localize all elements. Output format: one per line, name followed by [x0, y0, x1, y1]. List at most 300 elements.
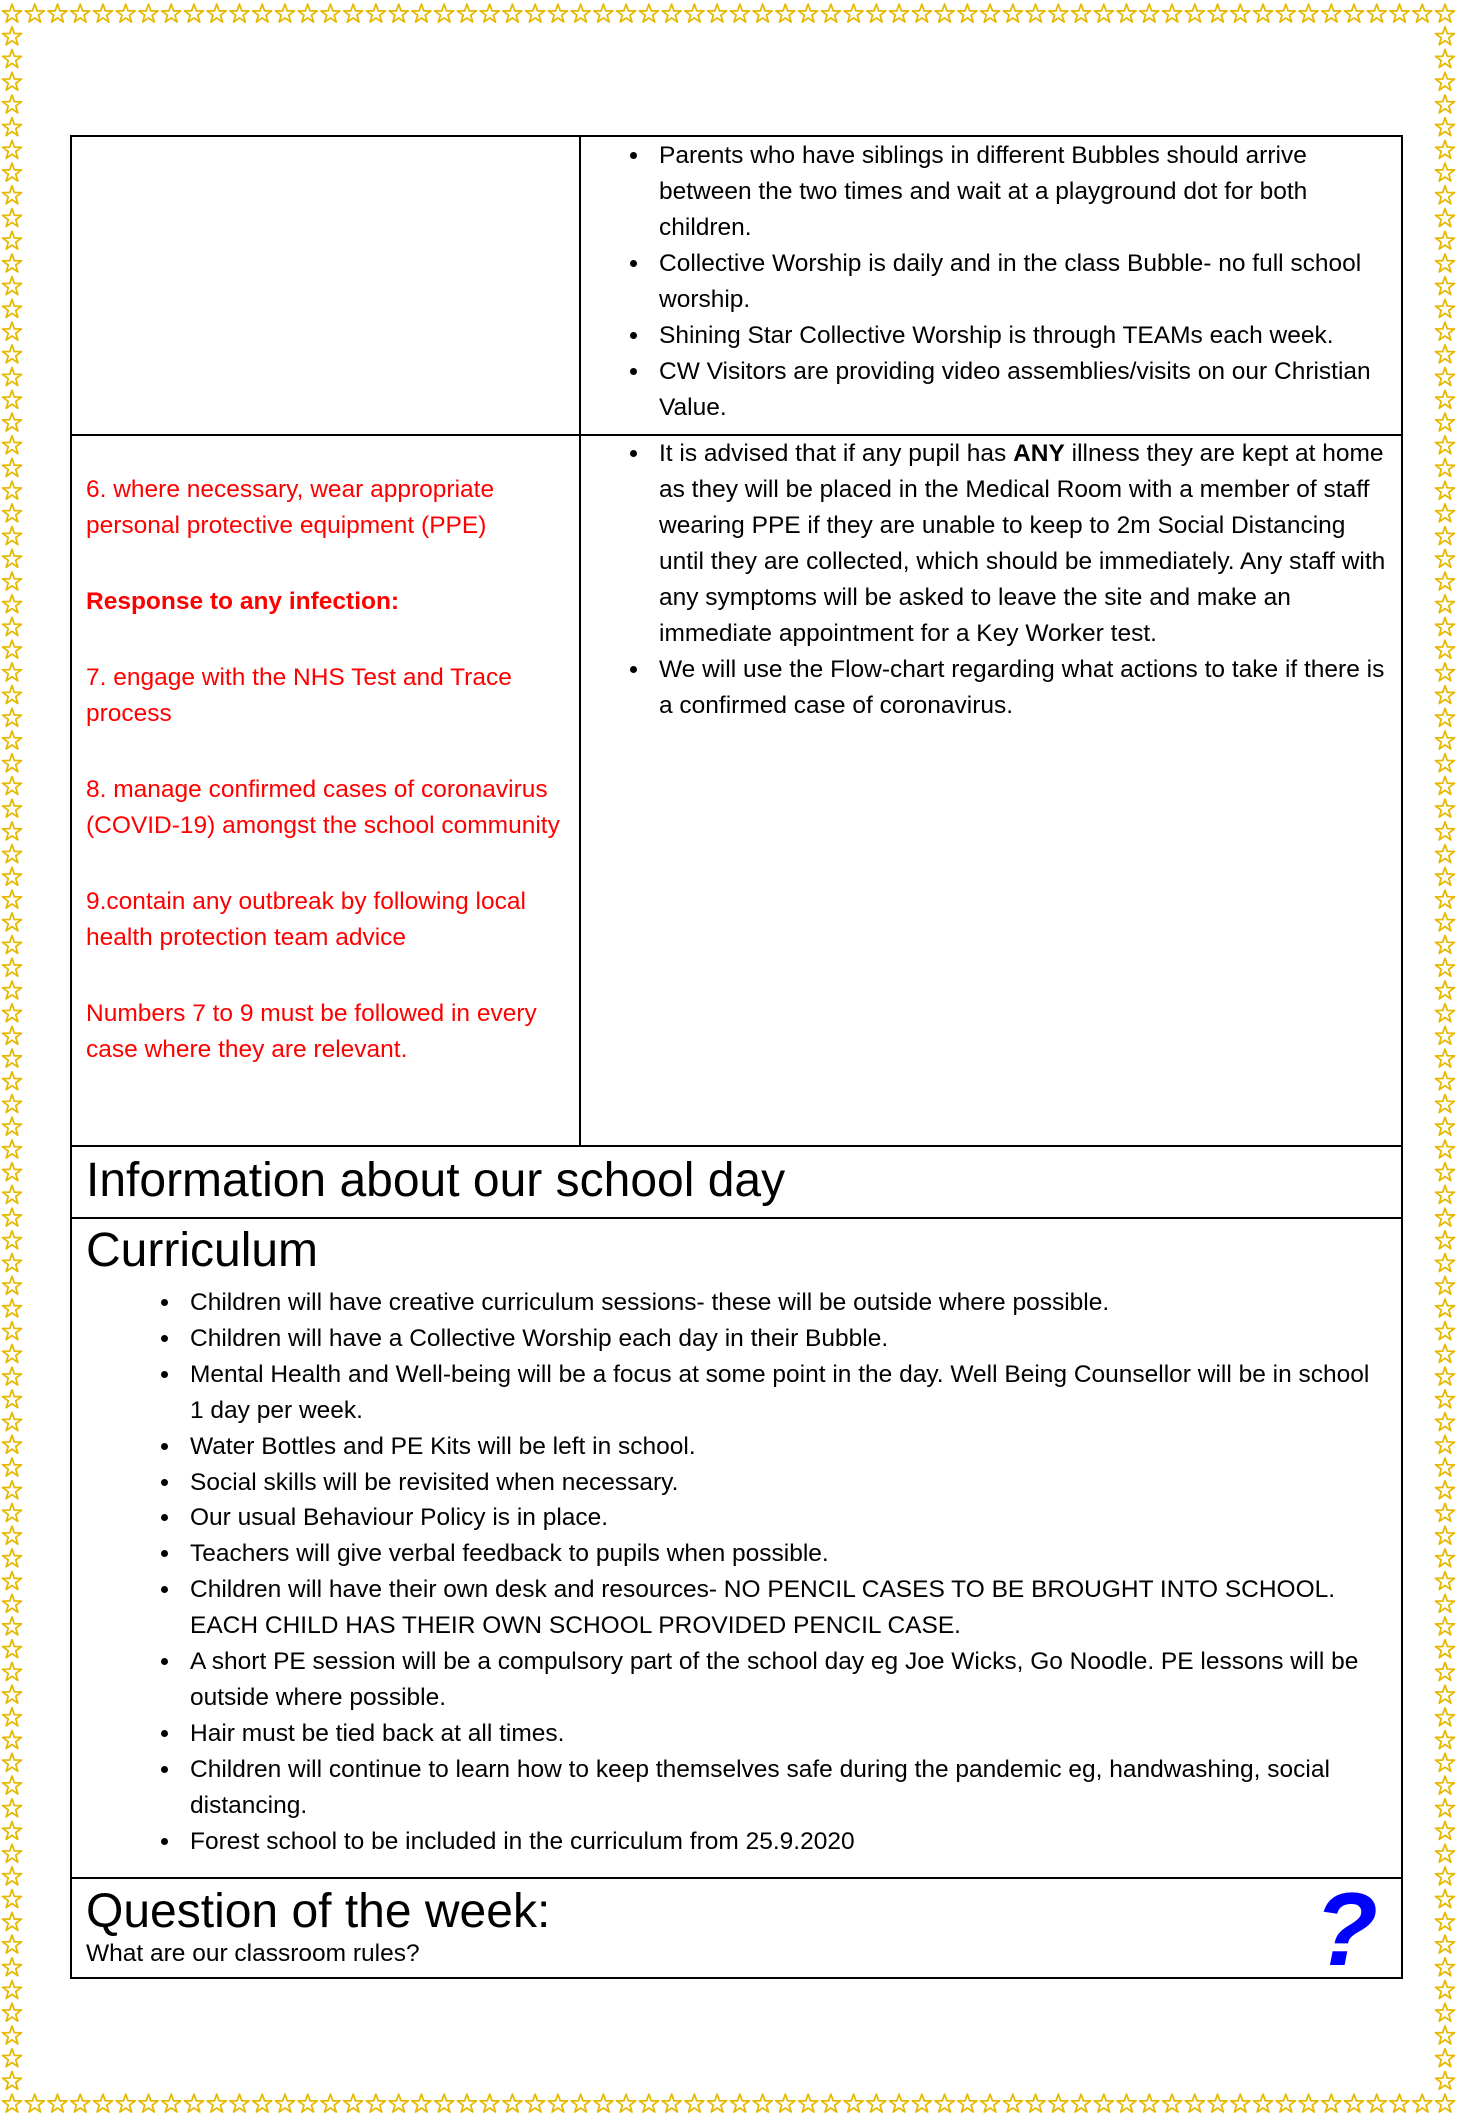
border-star-icon [298, 4, 317, 22]
ppe-requirements [72, 436, 579, 1068]
border-star-icon [685, 2094, 704, 2112]
border-star-icon [3, 1731, 22, 1749]
border-star-icon [1072, 4, 1091, 22]
border-star-icon [1345, 4, 1364, 22]
border-star-icon [3, 1890, 22, 1908]
border-star-icon [571, 4, 590, 22]
list-item: • We will use the Flow-chart regarding what actions to take if there is a confirmed case of coronavirus. [651, 652, 1389, 724]
list-item: • Collective Worship is daily and in the class Bubble- no full school worship. [651, 246, 1389, 318]
info-heading: Information about our school day [86, 1154, 786, 1207]
border-star-icon [3, 299, 22, 317]
siblings-row [71, 136, 1402, 435]
info-table [70, 135, 1403, 1979]
border-star-icon [3, 1594, 22, 1612]
border-star-icon [1436, 1912, 1455, 1930]
info-heading-row [71, 1146, 1402, 1218]
question-mark-glyph: ? [1314, 1885, 1378, 1973]
border-star-icon [3, 1572, 22, 1590]
curriculum-item: • A short PE session will be a compulsory part of the school day eg Joe Wicks, Go Noodle. PE lessons will be outside where possible. [182, 1644, 1381, 1716]
border-star-icon [1436, 1617, 1455, 1635]
border-star-icon [3, 663, 22, 681]
border-star-icon [1436, 481, 1455, 499]
curriculum-item: • Water Bottles and PE Kits will be left in school. [182, 1429, 1381, 1465]
border-star-icon [3, 913, 22, 931]
border-star-icon [1436, 1821, 1455, 1839]
border-star-icon [1436, 458, 1455, 476]
border-star-icon [3, 504, 22, 522]
list-item: • Parents who have siblings in different Bubbles should arrive between the two times and wait at a playground dot for both children. [651, 138, 1389, 246]
border-star-icon [71, 2094, 90, 2112]
question-cell [71, 1878, 1402, 1978]
border-star-icon [3, 368, 22, 386]
border-star-icon [435, 4, 454, 22]
border-star-icon [3, 1299, 22, 1317]
border-star-icon [1436, 209, 1455, 227]
border-star-icon [3, 345, 22, 363]
border-star-icon [3, 1799, 22, 1817]
question-text: What are our classroom rules? [86, 1940, 420, 1967]
border-star-icon [1436, 1367, 1455, 1385]
border-star-icon [1436, 1413, 1455, 1431]
border-star-icon [185, 2094, 204, 2112]
border-star-icon [162, 4, 181, 22]
ppe-row [71, 435, 1402, 1146]
border-star-icon [1163, 2094, 1182, 2112]
border-star-icon [3, 1981, 22, 1999]
border-star-icon [662, 4, 681, 22]
illness-procedure-list [581, 436, 1401, 724]
border-star-icon [1049, 4, 1068, 22]
border-star-icon [3, 958, 22, 976]
border-star-icon [1436, 1958, 1455, 1976]
border-star-icon [1436, 776, 1455, 794]
border-star-icon [3, 231, 22, 249]
border-star-icon [594, 2094, 613, 2112]
border-star-icon [139, 2094, 158, 2112]
border-star-icon [1436, 799, 1455, 817]
border-star-icon [1413, 4, 1432, 22]
border-star-icon [1436, 1640, 1455, 1658]
border-star-icon [3, 981, 22, 999]
border-star-icon [3, 436, 22, 454]
border-star-icon [1208, 2094, 1227, 2112]
border-star-icon [1276, 4, 1295, 22]
border-star-icon [1436, 663, 1455, 681]
border-star-icon [867, 2094, 886, 2112]
border-star-icon [1436, 50, 1455, 68]
border-star-icon [685, 4, 704, 22]
empty-left-cell [71, 136, 580, 435]
border-star-icon [3, 640, 22, 658]
border-star-icon [1026, 4, 1045, 22]
border-star-icon [253, 2094, 272, 2112]
border-star-icon [1436, 1685, 1455, 1703]
illness-procedure-cell [580, 435, 1402, 1146]
item-8: 8. manage confirmed cases of coronavirus (COVID-19) amongst the school community [86, 776, 560, 839]
border-star-icon [981, 2094, 1000, 2112]
border-star-icon [3, 4, 22, 22]
border-star-icon [1436, 1481, 1455, 1499]
border-star-icon [912, 4, 931, 22]
curriculum-item: • Children will have creative curriculum sessions- these will be outside where possible. [182, 1285, 1381, 1321]
border-star-icon [1436, 1231, 1455, 1249]
border-star-icon [912, 2094, 931, 2112]
question-heading: Question of the week: [86, 1885, 551, 1938]
border-star-icon [230, 2094, 249, 2112]
border-star-icon [1436, 2049, 1455, 2067]
border-star-icon [3, 27, 22, 45]
border-star-icon [708, 2094, 727, 2112]
border-star-icon [776, 2094, 795, 2112]
border-star-icon [3, 1276, 22, 1294]
border-star-icon [639, 2094, 658, 2112]
border-star-icon [753, 4, 772, 22]
border-star-icon [412, 4, 431, 22]
border-star-icon [935, 2094, 954, 2112]
border-star-icon [3, 1867, 22, 1885]
border-star-icon [3, 1708, 22, 1726]
border-star-icon [1436, 1867, 1455, 1885]
border-star-icon [1436, 1049, 1455, 1067]
border-star-icon [48, 2094, 67, 2112]
border-star-icon [3, 50, 22, 68]
curriculum-list [72, 1285, 1401, 1860]
border-star-icon [3, 1367, 22, 1385]
response-heading: Response to any infection: [86, 588, 400, 615]
border-star-icon [1436, 1753, 1455, 1771]
border-star-icon [776, 4, 795, 22]
border-star-icon [3, 2071, 22, 2089]
border-star-icon [1436, 1004, 1455, 1022]
border-star-icon [1436, 2026, 1455, 2044]
border-star-icon [1436, 708, 1455, 726]
border-star-icon [3, 776, 22, 794]
border-star-icon [1436, 299, 1455, 317]
border-star-icon [3, 1912, 22, 1930]
border-star-icon [457, 4, 476, 22]
border-star-icon [1436, 1208, 1455, 1226]
border-star-icon [480, 2094, 499, 2112]
border-star-icon [1185, 4, 1204, 22]
border-star-icon [94, 4, 113, 22]
border-star-icon [1367, 2094, 1386, 2112]
border-star-icon [1436, 118, 1455, 136]
border-star-icon [1436, 640, 1455, 658]
border-star-icon [3, 572, 22, 590]
border-star-icon [3, 890, 22, 908]
border-star-icon [162, 2094, 181, 2112]
border-star-icon [1436, 368, 1455, 386]
border-star-icon [389, 2094, 408, 2112]
border-star-icon [1185, 2094, 1204, 2112]
border-star-icon [1436, 1026, 1455, 1044]
border-star-icon [1117, 4, 1136, 22]
border-star-icon [1436, 322, 1455, 340]
border-star-icon [1436, 95, 1455, 113]
curriculum-item: • Our usual Behaviour Policy is in place. [182, 1500, 1381, 1536]
border-star-icon [3, 527, 22, 545]
border-star-icon [1436, 890, 1455, 908]
border-star-icon [3, 1844, 22, 1862]
border-star-icon [3, 413, 22, 431]
border-star-icon [207, 4, 226, 22]
border-star-icon [958, 4, 977, 22]
border-star-icon [1254, 4, 1273, 22]
border-star-icon [503, 2094, 522, 2112]
border-star-icon [594, 4, 613, 22]
border-star-icon [1436, 1503, 1455, 1521]
border-star-icon [1140, 2094, 1159, 2112]
border-star-icon [1436, 1776, 1455, 1794]
border-star-icon [185, 4, 204, 22]
border-star-icon [1322, 4, 1341, 22]
border-star-icon [1436, 1526, 1455, 1544]
border-star-icon [3, 1503, 22, 1521]
border-star-icon [571, 2094, 590, 2112]
border-star-icon [3, 1254, 22, 1272]
border-star-icon [3, 163, 22, 181]
border-star-icon [1094, 4, 1113, 22]
border-star-icon [3, 1640, 22, 1658]
border-star-icon [708, 4, 727, 22]
border-star-icon [3, 549, 22, 567]
border-star-icon [1436, 617, 1455, 635]
border-star-icon [1436, 1095, 1455, 1113]
border-star-icon [730, 2094, 749, 2112]
border-star-icon [1436, 186, 1455, 204]
curriculum-item: • Children will continue to learn how to keep themselves safe during the pandemic eg, handwashing, social distancing. [182, 1752, 1381, 1824]
border-star-icon [3, 1435, 22, 1453]
border-star-icon [1413, 2094, 1432, 2112]
item-6: 6. where necessary, wear appropriate personal protective equipment (PPE) [86, 476, 495, 539]
border-star-icon [1436, 163, 1455, 181]
border-star-icon [1436, 2003, 1455, 2021]
curriculum-item: • Children will have a Collective Worship each day in their Bubble. [182, 1321, 1381, 1357]
border-star-icon [548, 4, 567, 22]
border-star-icon [389, 4, 408, 22]
item-7: 7. engage with the NHS Test and Trace process [86, 664, 512, 727]
border-star-icon [799, 4, 818, 22]
border-star-icon [1436, 1572, 1455, 1590]
border-star-icon [1299, 4, 1318, 22]
border-star-icon [1436, 958, 1455, 976]
border-star-icon [3, 595, 22, 613]
border-star-icon [526, 4, 545, 22]
border-star-icon [1436, 1117, 1455, 1135]
border-star-icon [3, 1549, 22, 1567]
border-star-icon [3, 1322, 22, 1340]
border-star-icon [1299, 2094, 1318, 2112]
border-star-icon [503, 4, 522, 22]
border-star-icon [1436, 1163, 1455, 1181]
border-star-icon [1436, 1549, 1455, 1567]
border-star-icon [1436, 913, 1455, 931]
border-star-icon [3, 845, 22, 863]
question-row [71, 1878, 1402, 1978]
border-star-icon [3, 1776, 22, 1794]
border-star-icon [3, 1185, 22, 1203]
border-star-icon [1436, 436, 1455, 454]
border-star-icon [3, 1662, 22, 1680]
border-star-icon [1436, 231, 1455, 249]
curriculum-row [71, 1218, 1402, 1878]
border-star-icon [3, 1208, 22, 1226]
border-star-icon [116, 4, 135, 22]
border-star-icon [3, 1481, 22, 1499]
border-star-icon [3, 1004, 22, 1022]
border-star-icon [3, 1617, 22, 1635]
border-star-icon [116, 2094, 135, 2112]
border-star-icon [662, 2094, 681, 2112]
border-star-icon [3, 1140, 22, 1158]
border-star-icon [3, 254, 22, 272]
border-star-icon [3, 481, 22, 499]
border-star-icon [3, 118, 22, 136]
border-star-icon [1436, 27, 1455, 45]
border-star-icon [3, 322, 22, 340]
border-star-icon [3, 1231, 22, 1249]
border-star-icon [1436, 345, 1455, 363]
curriculum-item: • Teachers will give verbal feedback to pupils when possible. [182, 1536, 1381, 1572]
curriculum-item: • Forest school to be included in the curriculum from 25.9.2020 [182, 1824, 1381, 1860]
border-star-icon [1003, 4, 1022, 22]
border-star-icon [1436, 140, 1455, 158]
border-star-icon [1026, 2094, 1045, 2112]
border-star-icon [3, 1685, 22, 1703]
question-mark-icon [1313, 1885, 1379, 1973]
border-star-icon [3, 1049, 22, 1067]
border-star-icon [1436, 731, 1455, 749]
border-star-icon [3, 617, 22, 635]
border-star-icon [275, 2094, 294, 2112]
curriculum-item: • Social skills will be revisited when necessary. [182, 1465, 1381, 1501]
border-star-icon [1436, 72, 1455, 90]
border-star-icon [1436, 1981, 1455, 1999]
border-star-icon [1436, 1072, 1455, 1090]
border-star-icon [935, 4, 954, 22]
list-item: • It is advised that if any pupil has ANY illness they are kept at home as they will be placed in the Medical Room with a member of staff wearing PPE if they are unable to keep to 2m Social Distancing until they are collected, which should be immediately. Any staff with any symptoms will be asked to leave the site and make an immediate appointment for a Key Worker test. [651, 436, 1389, 652]
border-star-icon [412, 2094, 431, 2112]
border-star-icon [958, 2094, 977, 2112]
border-star-icon [1436, 1185, 1455, 1203]
border-star-icon [1367, 4, 1386, 22]
border-star-icon [1436, 2094, 1455, 2112]
border-star-icon [3, 209, 22, 227]
curriculum-item: • Mental Health and Well-being will be a focus at some point in the day. Well Being Counsellor will be in school 1 day per week. [182, 1357, 1381, 1429]
border-star-icon [3, 458, 22, 476]
border-star-icon [867, 4, 886, 22]
border-star-icon [1436, 1435, 1455, 1453]
ppe-requirements-cell [71, 435, 580, 1146]
border-star-icon [1436, 1322, 1455, 1340]
border-star-icon [1436, 867, 1455, 885]
document-body [70, 135, 1401, 1979]
border-star-icon [1117, 2094, 1136, 2112]
border-star-icon [3, 822, 22, 840]
border-star-icon [1072, 2094, 1091, 2112]
border-star-icon [1436, 390, 1455, 408]
border-star-icon [890, 2094, 909, 2112]
border-star-icon [1436, 1890, 1455, 1908]
list-item: • Shining Star Collective Worship is through TEAMs each week. [651, 318, 1389, 354]
border-star-icon [1436, 1344, 1455, 1362]
border-star-icon [1436, 254, 1455, 272]
border-star-icon [639, 4, 658, 22]
border-star-icon [1322, 2094, 1341, 2112]
border-star-icon [1436, 845, 1455, 863]
border-star-icon [617, 2094, 636, 2112]
border-star-icon [3, 1935, 22, 1953]
item-9: 9.contain any outbreak by following local health protection team advice [86, 888, 526, 951]
border-star-icon [1436, 504, 1455, 522]
border-star-icon [1208, 4, 1227, 22]
border-star-icon [1436, 754, 1455, 772]
border-star-icon [1390, 4, 1409, 22]
border-star-icon [3, 1821, 22, 1839]
border-star-icon [321, 2094, 340, 2112]
border-star-icon [1231, 2094, 1250, 2112]
border-star-icon [3, 186, 22, 204]
border-star-icon [3, 277, 22, 295]
border-star-icon [1345, 2094, 1364, 2112]
border-star-icon [1436, 277, 1455, 295]
border-star-icon [1436, 1299, 1455, 1317]
border-star-icon [3, 731, 22, 749]
border-star-icon [526, 2094, 545, 2112]
border-star-icon [1436, 4, 1455, 22]
info-heading-cell [71, 1146, 1402, 1218]
curriculum-cell [71, 1218, 1402, 1878]
border-star-icon [890, 4, 909, 22]
border-star-icon [25, 4, 44, 22]
border-star-icon [344, 4, 363, 22]
border-star-icon [1436, 1390, 1455, 1408]
border-star-icon [366, 4, 385, 22]
border-star-icon [844, 2094, 863, 2112]
border-star-icon [3, 2049, 22, 2067]
border-star-icon [3, 1095, 22, 1113]
border-star-icon [1003, 2094, 1022, 2112]
border-star-icon [94, 2094, 113, 2112]
border-star-icon [1436, 595, 1455, 613]
border-star-icon [1436, 981, 1455, 999]
border-star-icon [617, 4, 636, 22]
border-star-icon [1436, 572, 1455, 590]
border-star-icon [548, 2094, 567, 2112]
relevance-note: Numbers 7 to 9 must be followed in every case where they are relevant. [86, 1000, 537, 1063]
border-star-icon [1436, 549, 1455, 567]
list-item: • CW Visitors are providing video assemblies/visits on our Christian Value. [651, 354, 1389, 426]
border-star-icon [3, 95, 22, 113]
border-star-icon [3, 754, 22, 772]
border-star-icon [1436, 822, 1455, 840]
border-star-icon [3, 2094, 22, 2112]
border-star-icon [799, 2094, 818, 2112]
border-star-icon [1436, 1799, 1455, 1817]
border-star-icon [844, 4, 863, 22]
border-star-icon [3, 1026, 22, 1044]
border-star-icon [3, 1958, 22, 1976]
curriculum-item: • Children will have their own desk and resources- NO PENCIL CASES TO BE BROUGHT INTO SCHOOL. EACH CHILD HAS THEIR OWN SCHOOL PROVIDED PENCIL CASE. [182, 1572, 1381, 1644]
border-star-icon [71, 4, 90, 22]
border-star-icon [1436, 1662, 1455, 1680]
border-star-icon [3, 1526, 22, 1544]
border-star-icon [366, 2094, 385, 2112]
border-star-icon [321, 4, 340, 22]
border-star-icon [1276, 2094, 1295, 2112]
border-star-icon [1436, 1276, 1455, 1294]
border-star-icon [1436, 2071, 1455, 2089]
